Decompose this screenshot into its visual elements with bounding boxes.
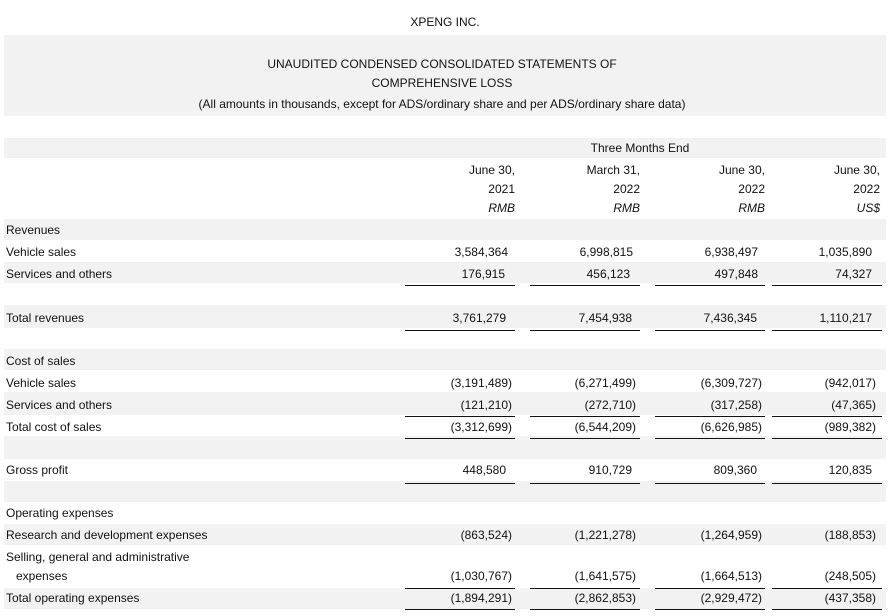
rule-line bbox=[772, 416, 882, 417]
rule-line bbox=[530, 609, 640, 610]
col-date: March 31, bbox=[586, 163, 640, 177]
rule-line bbox=[655, 438, 765, 439]
rule-line bbox=[530, 285, 640, 286]
cell-value: 910,729 bbox=[588, 463, 632, 477]
cell-value: (188,853) bbox=[824, 528, 876, 542]
cell-value: 456,123 bbox=[586, 267, 630, 281]
rule-line bbox=[405, 438, 515, 439]
cell-value: (272,710) bbox=[584, 398, 636, 412]
cell-value: (2,862,853) bbox=[574, 591, 636, 605]
cell-value: (6,626,985) bbox=[700, 420, 762, 434]
rule-line bbox=[530, 588, 640, 589]
rule-line bbox=[655, 416, 765, 417]
rule-line bbox=[405, 285, 515, 286]
row-label-cost-of-sales: Cost of sales bbox=[6, 354, 76, 368]
row-label-services-others: Services and others bbox=[6, 267, 113, 281]
rule-line bbox=[405, 609, 515, 610]
col-currency: RMB bbox=[613, 201, 640, 215]
cell-value: (248,505) bbox=[824, 569, 876, 583]
statement-title-line2: COMPREHENSIVE LOSS bbox=[371, 76, 513, 90]
rule-line bbox=[405, 416, 515, 417]
rule-line bbox=[772, 588, 882, 589]
col-currency: RMB bbox=[488, 201, 515, 215]
cell-value: 74,327 bbox=[835, 267, 872, 281]
row-label-gross-profit: Gross profit bbox=[6, 463, 69, 477]
cell-value: (863,524) bbox=[460, 528, 512, 542]
cell-value: (121,210) bbox=[460, 398, 512, 412]
cell-value: 176,915 bbox=[461, 267, 505, 281]
col-year: 2021 bbox=[488, 182, 515, 196]
cell-value: (2,929,472) bbox=[700, 591, 762, 605]
row-band bbox=[4, 481, 886, 502]
cell-value: (1,030,767) bbox=[450, 569, 512, 583]
statement-title: UNAUDITED CONDENSED CONSOLIDATED STATEMENTS OF bbox=[267, 57, 617, 71]
col-date: June 30, bbox=[468, 163, 515, 177]
row-band bbox=[4, 436, 886, 459]
row-label-vehicle-sales: Vehicle sales bbox=[6, 245, 77, 259]
rule-line bbox=[772, 609, 882, 610]
cell-value: (1,894,291) bbox=[450, 591, 512, 605]
cell-value: 120,835 bbox=[828, 463, 872, 477]
cell-value: (3,191,489) bbox=[450, 376, 512, 390]
rule-line bbox=[405, 588, 515, 589]
rule-line bbox=[655, 330, 765, 331]
cell-value: (6,544,209) bbox=[574, 420, 636, 434]
cell-value: 7,454,938 bbox=[578, 311, 632, 325]
cell-value: (1,641,575) bbox=[574, 569, 636, 583]
cell-value: 3,584,364 bbox=[454, 245, 508, 259]
col-year: 2022 bbox=[853, 182, 880, 196]
rule-line bbox=[530, 483, 640, 484]
rule-line bbox=[772, 483, 882, 484]
rule-line bbox=[530, 416, 640, 417]
rule-line bbox=[405, 483, 515, 484]
cell-value: 448,580 bbox=[462, 463, 506, 477]
cell-value: 497,848 bbox=[714, 267, 758, 281]
row-label-rnd: Research and development expenses bbox=[6, 528, 208, 542]
rule-line bbox=[655, 609, 765, 610]
rule-line bbox=[772, 285, 882, 286]
col-year: 2022 bbox=[738, 182, 765, 196]
col-currency: US$ bbox=[856, 201, 880, 215]
row-label-cos-vehicle-sales: Vehicle sales bbox=[6, 376, 77, 390]
row-label-total-cost-of-sales: Total cost of sales bbox=[6, 420, 102, 434]
row-label-revenues: Revenues bbox=[6, 223, 61, 237]
statement-subtitle: (All amounts in thousands, except for ADS/ordinary share and per ADS/ordinary share data) bbox=[198, 97, 686, 111]
cell-value: (1,264,959) bbox=[700, 528, 762, 542]
cell-value: (989,382) bbox=[824, 420, 876, 434]
rule-line bbox=[530, 438, 640, 439]
cell-value: (1,664,513) bbox=[700, 569, 762, 583]
row-label-total-operating-expenses: Total operating expenses bbox=[6, 591, 140, 605]
col-date: June 30, bbox=[833, 163, 880, 177]
rule-line bbox=[655, 588, 765, 589]
row-label-cos-services-others: Services and others bbox=[6, 398, 113, 412]
cell-value: (942,017) bbox=[824, 376, 876, 390]
row-label-sga-cont: expenses bbox=[16, 569, 68, 583]
rule-line bbox=[655, 483, 765, 484]
cell-value: (6,271,499) bbox=[574, 376, 636, 390]
row-label-operating-expenses: Operating expenses bbox=[6, 506, 114, 520]
cell-value: 6,938,497 bbox=[704, 245, 758, 259]
col-currency: RMB bbox=[738, 201, 765, 215]
cell-value: 809,360 bbox=[713, 463, 757, 477]
cell-value: 1,035,890 bbox=[818, 245, 872, 259]
cell-value: 3,761,279 bbox=[452, 311, 506, 325]
row-label-sga: Selling, general and administrative bbox=[6, 550, 190, 564]
rule-line bbox=[772, 330, 882, 331]
company-name: XPENG INC. bbox=[410, 15, 480, 29]
col-year: 2022 bbox=[613, 182, 640, 196]
period-header: Three Months End bbox=[590, 141, 690, 155]
cell-value: (437,358) bbox=[824, 591, 876, 605]
row-band bbox=[4, 219, 886, 240]
row-band bbox=[4, 349, 886, 370]
cell-value: (47,365) bbox=[831, 398, 876, 412]
cell-value: 6,998,815 bbox=[579, 245, 633, 259]
row-label-total-revenues: Total revenues bbox=[6, 311, 85, 325]
cell-value: (3,312,699) bbox=[450, 420, 512, 434]
rule-line bbox=[405, 330, 515, 331]
cell-value: (1,221,278) bbox=[574, 528, 636, 542]
rule-line bbox=[655, 285, 765, 286]
rule-line bbox=[772, 438, 882, 439]
cell-value: (317,258) bbox=[710, 398, 762, 412]
col-date: June 30, bbox=[718, 163, 765, 177]
cell-value: 1,110,217 bbox=[819, 311, 872, 325]
cell-value: (6,309,727) bbox=[700, 376, 762, 390]
cell-value: 7,436,345 bbox=[703, 311, 757, 325]
rule-line bbox=[530, 330, 640, 331]
